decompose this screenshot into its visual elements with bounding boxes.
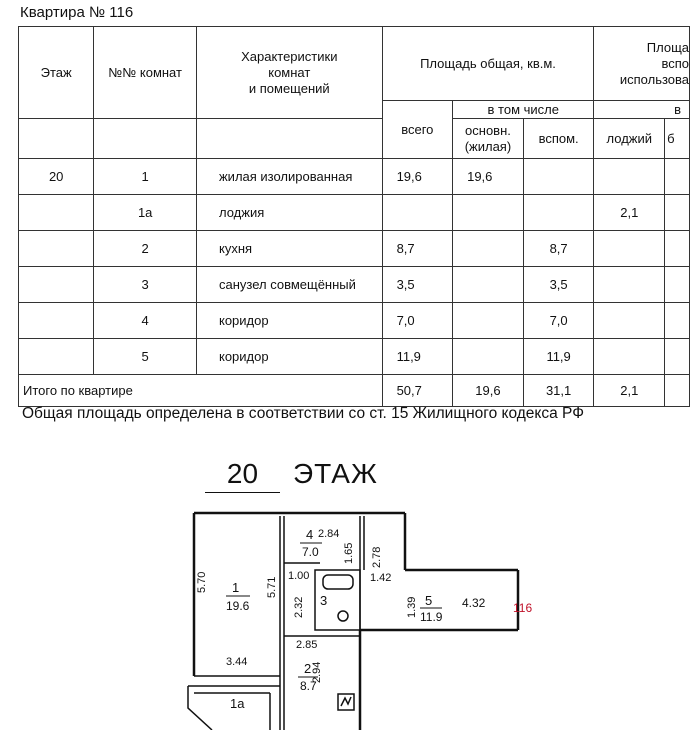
cell-floor: 20 — [19, 159, 94, 195]
cell-main — [453, 339, 524, 375]
cell-loggia: 2,1 — [594, 195, 665, 231]
room4-number: 4 — [306, 527, 314, 542]
header-chars-cont — [196, 119, 382, 159]
floor-plan — [180, 508, 550, 730]
loggia-number: 1а — [230, 696, 245, 711]
header-including: в том числе — [453, 101, 594, 119]
legal-note: Общая площадь определена в соответствии со ст. 15 Жилищного кодекса РФ — [22, 405, 584, 422]
cell-balcony — [665, 195, 690, 231]
header-aux-line3: использова — [619, 71, 689, 87]
header-area-total: Площадь общая, кв.м. — [382, 27, 594, 101]
dim-room3-b: 2.32 — [293, 596, 305, 618]
cell-main — [453, 303, 524, 339]
header-rooms: №№ комнат — [94, 27, 197, 119]
header-total: всего — [382, 101, 453, 159]
header-aux: вспом. — [523, 119, 594, 159]
header-main-line2: (жилая) — [464, 138, 512, 154]
table-row — [19, 303, 690, 339]
room5-area: 11.9 — [420, 610, 443, 624]
summary-aux: 31,1 — [523, 375, 594, 407]
dim-room5-length: 4.32 — [462, 596, 486, 610]
header-aux-line2: вспо — [661, 55, 689, 71]
summary-main: 19,6 — [453, 375, 524, 407]
cell-floor — [19, 231, 94, 267]
cell-room: 2 — [94, 231, 197, 267]
table-row — [19, 195, 690, 231]
cell-aux: 7,0 — [523, 303, 594, 339]
header-loggia: лоджий — [594, 119, 665, 159]
dim-room2-height: 2.94 — [311, 661, 323, 683]
cell-floor — [19, 267, 94, 303]
header-chars-line3: и помещений — [248, 80, 330, 96]
dim-room2-width: 2.85 — [296, 639, 318, 651]
cell-total: 3,5 — [382, 267, 453, 303]
header-main-living — [453, 119, 524, 159]
cell-balcony — [665, 339, 690, 375]
cell-total: 7,0 — [382, 303, 453, 339]
dim-room5-width: 1.39 — [406, 596, 418, 618]
header-rooms-cont — [94, 119, 197, 159]
cell-main — [453, 195, 524, 231]
cell-name: лоджия — [196, 195, 382, 231]
room3-number: 3 — [320, 593, 328, 608]
summary-balcony — [665, 375, 690, 407]
apartment-title: Квартира № 116 — [20, 4, 134, 21]
cell-total: 19,6 — [382, 159, 453, 195]
dim-corridor-width: 2.78 — [371, 546, 383, 568]
area-table — [18, 26, 690, 407]
cell-name: санузел совмещённый — [196, 267, 382, 303]
header-balcony: б — [665, 119, 690, 159]
header-aux-area — [594, 27, 690, 101]
cell-total: 11,9 — [382, 339, 453, 375]
header-aux-line1: Площа — [646, 39, 689, 55]
header-floor: Этаж — [19, 27, 94, 119]
floor-heading — [205, 458, 405, 498]
cell-loggia — [594, 339, 665, 375]
toilet — [338, 611, 348, 621]
dim-corridor-width2: 1.42 — [370, 572, 392, 584]
cell-room: 1а — [94, 195, 197, 231]
header-main-line1: основн. — [465, 122, 511, 138]
header-characteristics — [196, 27, 382, 119]
room1-area: 19.6 — [226, 599, 250, 613]
dim-room4-width: 2.84 — [318, 528, 340, 540]
room1-number: 1 — [232, 580, 240, 595]
room2-number: 2 — [304, 661, 312, 676]
cell-loggia — [594, 303, 665, 339]
header-floor-cont — [19, 119, 94, 159]
cell-aux — [523, 159, 594, 195]
cell-total — [382, 195, 453, 231]
cell-loggia — [594, 159, 665, 195]
cell-name: кухня — [196, 231, 382, 267]
header-chars-line2: комнат — [268, 64, 311, 80]
cell-name: коридор — [196, 303, 382, 339]
room4-area: 7.0 — [302, 545, 319, 559]
cell-balcony — [665, 267, 690, 303]
dim-room1-length: 5.70 — [196, 571, 208, 593]
table-row — [19, 231, 690, 267]
cell-name: коридор — [196, 339, 382, 375]
cell-aux: 3,5 — [523, 267, 594, 303]
cell-balcony — [665, 231, 690, 267]
cell-main — [453, 231, 524, 267]
summary-row — [19, 375, 690, 407]
cell-room: 3 — [94, 267, 197, 303]
cell-loggia — [594, 231, 665, 267]
cell-balcony — [665, 159, 690, 195]
floor-number: 20 — [205, 458, 280, 493]
dim-room1-length2: 5.71 — [266, 576, 278, 598]
cell-floor — [19, 339, 94, 375]
cell-main — [453, 267, 524, 303]
cell-room: 5 — [94, 339, 197, 375]
table-row — [19, 267, 690, 303]
cell-aux: 8,7 — [523, 231, 594, 267]
cell-name: жилая изолированная — [196, 159, 382, 195]
dim-room4-height: 1.65 — [343, 542, 355, 564]
cell-balcony — [665, 303, 690, 339]
summary-total: 50,7 — [382, 375, 453, 407]
header-chars-line1: Характеристики — [241, 48, 338, 64]
header-including-2: в — [594, 101, 690, 119]
cell-aux — [523, 195, 594, 231]
table-row — [19, 339, 690, 375]
bathtub — [323, 575, 353, 589]
summary-loggia: 2,1 — [594, 375, 665, 407]
cell-room: 1 — [94, 159, 197, 195]
summary-label: Итого по квартире — [19, 375, 383, 407]
stove-mark — [341, 697, 351, 706]
cell-main: 19,6 — [453, 159, 524, 195]
cell-floor — [19, 195, 94, 231]
table-row — [19, 159, 690, 195]
stove — [338, 694, 354, 710]
cell-loggia — [594, 267, 665, 303]
room5-number: 5 — [425, 593, 433, 608]
cell-floor — [19, 303, 94, 339]
cell-aux: 11,9 — [523, 339, 594, 375]
cell-total: 8,7 — [382, 231, 453, 267]
room2-area: 8.7 — [300, 679, 317, 693]
dim-room3-a: 1.00 — [288, 570, 310, 582]
cell-room: 4 — [94, 303, 197, 339]
apartment-number-label: 116 — [513, 601, 533, 615]
floor-word: ЭТАЖ — [293, 458, 378, 489]
dim-loggia-width: 3.44 — [226, 656, 248, 668]
